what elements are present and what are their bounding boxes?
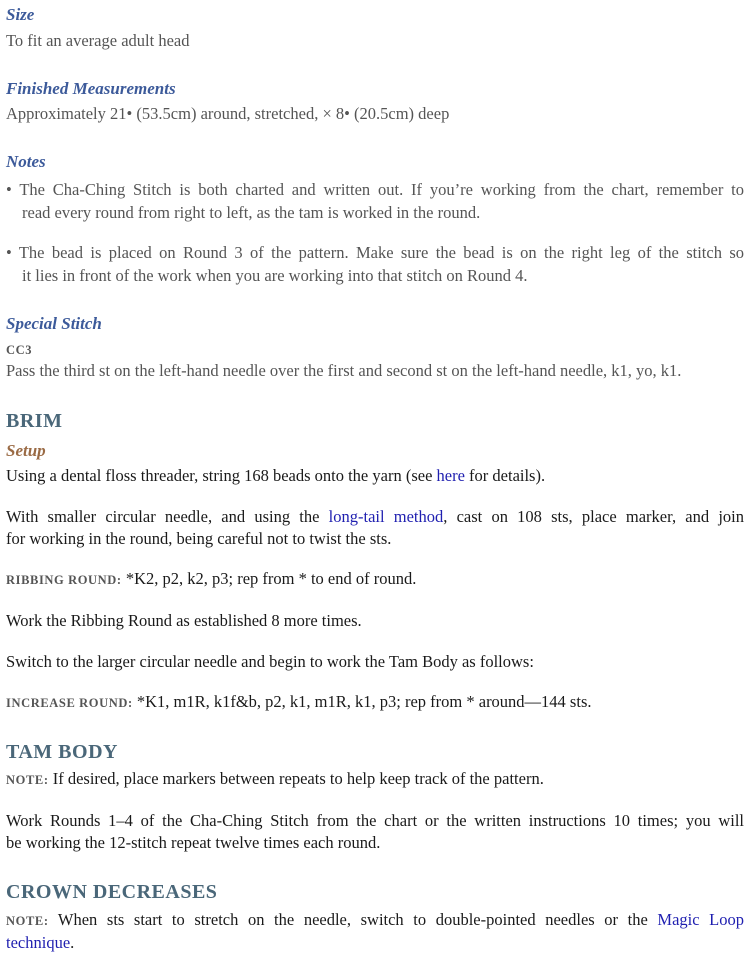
crown-note-period: . <box>70 933 75 952</box>
tam-body-note-text: If desired, place markers between repeats to help keep track of the pattern. <box>48 769 544 788</box>
notes-heading: Notes <box>6 152 46 171</box>
ribbing-round-text: *K2, p2, k2, p3; rep from * to end of round. <box>121 569 417 588</box>
tam-body-line-1: Work Rounds 1–4 of the Cha-Ching Stitch from the chart or the written instructions 10 times; you will <box>6 811 744 830</box>
special-stitch-code: CC3 <box>6 343 33 357</box>
note-1-line-1: • The Cha-Ching Stitch is both charted and written out. If you’re working from the chart, remember to <box>6 180 744 199</box>
long-tail-method-link[interactable]: long-tail method <box>328 507 444 526</box>
cast-on-line-1 <box>6 507 744 527</box>
crown-decreases-heading: CROWN DECREASES <box>6 881 218 903</box>
ribbing-round-line <box>6 569 416 589</box>
crown-note-label: NOTE: <box>6 914 49 928</box>
finished-measurements-heading: Finished Measurements <box>6 79 176 98</box>
switch-needle-text: Switch to the larger circular needle and begin to work the Tam Body as follows: <box>6 652 534 671</box>
tam-body-line-2: be working the 12-stitch repeat twelve times each round. <box>6 833 381 852</box>
ribbing-round-label: RIBBING ROUND: <box>6 573 122 587</box>
size-text: To fit an average adult head <box>6 31 190 50</box>
increase-round-label: INCREASE ROUND: <box>6 696 133 710</box>
note-2-line-2: it lies in front of the work when you are working into that stitch on Round 4. <box>22 266 528 285</box>
special-stitch-text: Pass the third st on the left-hand needle over the first and second st on the left-hand needle, k1, yo, k1. <box>6 361 682 380</box>
increase-round-line <box>6 692 592 712</box>
increase-round-text: *K1, m1R, k1f&b, p2, k1, m1R, k1, p3; rep from * around—144 sts. <box>132 692 592 711</box>
magic-loop-technique-link[interactable]: technique <box>6 933 71 952</box>
size-heading: Size <box>6 5 35 24</box>
note-1-line-2: read every round from right to left, as the tam is worked in the round. <box>22 203 481 222</box>
crown-note-line-1 <box>6 910 744 930</box>
special-stitch-heading: Special Stitch <box>6 314 102 333</box>
magic-loop-link[interactable]: Magic Loop <box>657 910 744 929</box>
cast-on-text-after: , cast on 108 sts, place marker, and join <box>443 507 744 526</box>
note-2-line-1: • The bead is placed on Round 3 of the pattern. Make sure the bead is on the right leg of the stitch so <box>6 243 744 262</box>
brim-heading: BRIM <box>6 410 63 432</box>
crown-note-text: When sts start to stretch on the needle, switch to double-pointed needles or the <box>48 910 658 929</box>
cast-on-text-before: With smaller circular needle, and using the <box>6 507 329 526</box>
finished-measurements-text: Approximately 21• (53.5cm) around, stretched, × 8• (20.5cm) deep <box>6 104 450 123</box>
beads-paragraph <box>6 466 545 486</box>
here-link[interactable]: here <box>436 466 465 485</box>
cast-on-line-2: for working in the round, being careful not to twist the sts. <box>6 529 392 548</box>
tam-body-heading: TAM BODY <box>6 741 118 763</box>
beads-text-after: for details). <box>464 466 546 485</box>
beads-text-before: Using a dental floss threader, string 168 beads onto the yarn (see <box>6 466 437 485</box>
tam-body-note <box>6 769 544 789</box>
tam-body-note-label: NOTE: <box>6 773 49 787</box>
crown-note-line-2 <box>6 933 74 953</box>
setup-heading: Setup <box>6 441 46 460</box>
work-ribbing-text: Work the Ribbing Round as established 8 more times. <box>6 611 362 630</box>
